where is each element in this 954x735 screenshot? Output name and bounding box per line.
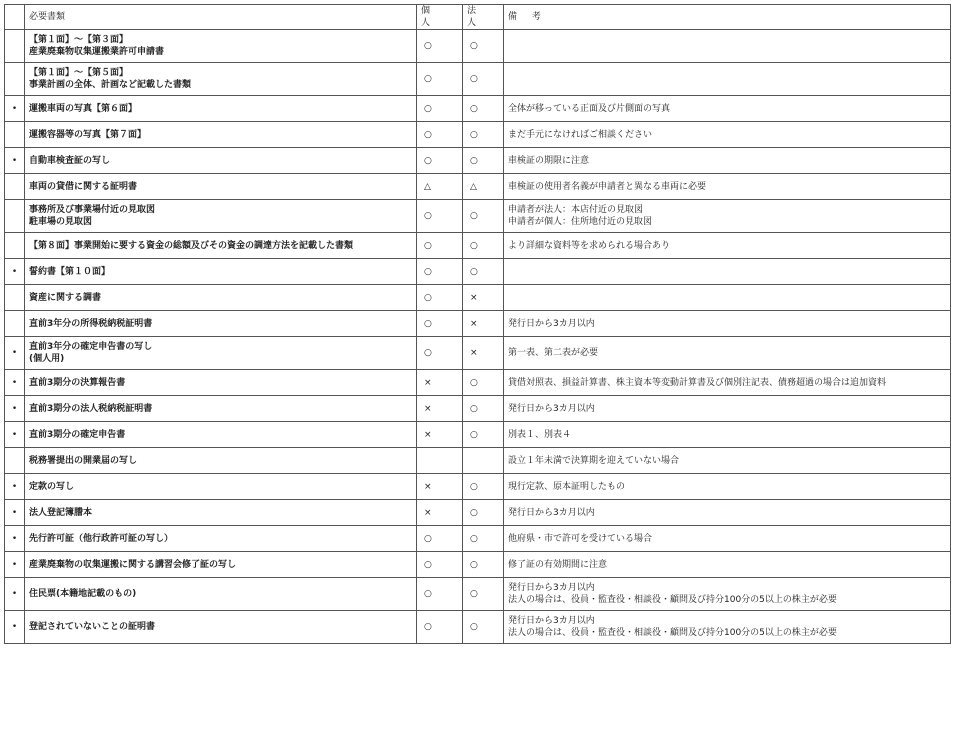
table-row	[5, 474, 951, 500]
remark	[504, 63, 951, 96]
header-remarks: 備 考	[504, 5, 951, 30]
table-row	[5, 285, 951, 311]
personal-mark: ○	[417, 578, 463, 611]
bullet-cell	[5, 552, 25, 578]
remark	[504, 200, 951, 233]
corporate-mark: ○	[463, 526, 504, 552]
document-name-line: 住民票(本籍地記載のもの)	[29, 589, 137, 599]
bullet-cell	[5, 148, 25, 174]
table-row	[5, 311, 951, 337]
remark-line: 全体が移っている正面及び片側面の写真	[508, 103, 671, 114]
bullet-cell	[5, 526, 25, 552]
remark	[504, 370, 951, 396]
bullet-mark: •	[11, 348, 18, 358]
remark-line: 発行日から3カ月以内	[508, 583, 595, 593]
personal-mark: ○	[417, 259, 463, 285]
document-name-line: 車両の貸借に関する証明書	[29, 181, 138, 192]
bullet-cell	[5, 233, 25, 259]
remark	[504, 148, 951, 174]
corporate-mark	[463, 448, 504, 474]
bullet-cell	[5, 259, 25, 285]
table-row	[5, 337, 951, 370]
bullet-cell	[5, 122, 25, 148]
remark-line: 申請者が個人：住所地付近の見取図	[508, 217, 653, 227]
document-name	[25, 122, 417, 148]
document-name-line: 【第８面】事業開始に要する資金の総額及びその資金の調達方法を記載した書類	[29, 240, 354, 251]
personal-mark: ○	[417, 611, 463, 644]
personal-mark: ○	[417, 200, 463, 233]
bullet-cell	[5, 611, 25, 644]
bullet-cell	[5, 174, 25, 200]
remark-line: 法人の場合は、役員・監査役・相談役・顧問及び持分100分の5以上の株主が必要	[508, 595, 837, 605]
bullet-cell	[5, 370, 25, 396]
remark-line: 車検証の期限に注意	[508, 155, 590, 166]
personal-mark: ×	[417, 474, 463, 500]
personal-mark: ○	[417, 30, 463, 63]
corporate-mark: ○	[463, 578, 504, 611]
remark	[504, 474, 951, 500]
remark	[504, 448, 951, 474]
document-name-line: 直前3期分の法人税納税証明書	[29, 403, 153, 414]
bullet-mark: •	[11, 155, 18, 166]
remark	[504, 611, 951, 644]
remark-line: 発行日から3カ月以内	[508, 507, 595, 518]
document-name-line: 税務署提出の開業届の写し	[29, 455, 138, 466]
corporate-mark: ○	[463, 474, 504, 500]
document-name	[25, 552, 417, 578]
table-row	[5, 63, 951, 96]
document-name	[25, 311, 417, 337]
document-name	[25, 578, 417, 611]
corporate-mark: ×	[463, 285, 504, 311]
document-name-line: 【第１面】～【第３面】	[29, 35, 129, 45]
personal-mark: ○	[417, 552, 463, 578]
bullet-cell	[5, 337, 25, 370]
document-name	[25, 200, 417, 233]
document-name-line: 駐車場の見取図	[29, 217, 93, 227]
personal-mark: ×	[417, 500, 463, 526]
document-name	[25, 259, 417, 285]
bullet-cell	[5, 474, 25, 500]
document-name	[25, 474, 417, 500]
bullet-mark: •	[11, 377, 18, 388]
bullet-cell	[5, 285, 25, 311]
corporate-mark: ×	[463, 311, 504, 337]
table-row	[5, 552, 951, 578]
remark-line: 貸借対照表、損益計算書、株主資本等変動計算書及び個別注記表、債務超過の場合は追加資料	[508, 377, 887, 388]
remark	[504, 337, 951, 370]
corporate-mark: ○	[463, 259, 504, 285]
corporate-mark: ×	[463, 337, 504, 370]
corporate-mark: ○	[463, 30, 504, 63]
document-name	[25, 63, 417, 96]
table-row	[5, 174, 951, 200]
remark-line: 車検証の使用者名義が申請者と異なる車両に必要	[508, 181, 707, 192]
document-name-line: 【第１面】～【第５面】	[29, 68, 129, 78]
personal-mark: ○	[417, 233, 463, 259]
bullet-cell	[5, 311, 25, 337]
document-name-line: 先行許可証（他行政許可証の写し）	[29, 533, 174, 544]
corporate-mark: ○	[463, 63, 504, 96]
remark	[504, 285, 951, 311]
remark-line: 別表１、別表４	[508, 429, 572, 440]
table-row	[5, 500, 951, 526]
table-row	[5, 526, 951, 552]
corporate-mark: ○	[463, 396, 504, 422]
table-row	[5, 96, 951, 122]
personal-mark: ×	[417, 370, 463, 396]
remark-line: より詳細な資料等を求められる場合あり	[508, 240, 671, 251]
corporate-mark: ○	[463, 148, 504, 174]
remark	[504, 311, 951, 337]
remark-line: まだ手元になければご相談ください	[508, 129, 653, 140]
corporate-mark: △	[463, 174, 504, 200]
bullet-mark: •	[11, 103, 18, 114]
document-name	[25, 370, 417, 396]
document-name-line: 定款の写し	[29, 481, 75, 492]
document-name-line: 直前3年分の所得税納税証明書	[29, 318, 153, 329]
bullet-mark: •	[11, 507, 18, 518]
table-row	[5, 233, 951, 259]
remark	[504, 396, 951, 422]
remark-line: 現行定款、原本証明したもの	[508, 481, 626, 492]
personal-mark: ○	[417, 337, 463, 370]
document-name	[25, 148, 417, 174]
personal-mark: ○	[417, 285, 463, 311]
bullet-mark: •	[11, 559, 18, 570]
bullet-cell	[5, 30, 25, 63]
document-name-line: 運搬車両の写真【第６面】	[29, 103, 138, 114]
remark	[504, 578, 951, 611]
document-name-line: 自動車検査証の写し	[29, 155, 111, 166]
document-name	[25, 396, 417, 422]
document-name-line: 直前3期分の決算報告書	[29, 377, 126, 388]
personal-mark: ×	[417, 422, 463, 448]
corporate-mark: ○	[463, 552, 504, 578]
document-name-line: 誓約書【第１０面】	[29, 266, 111, 277]
personal-mark: ○	[417, 311, 463, 337]
documents-table	[4, 4, 951, 644]
remark	[504, 174, 951, 200]
header-bullet	[5, 5, 25, 30]
table-row	[5, 396, 951, 422]
remark-line: 発行日から3カ月以内	[508, 616, 595, 626]
document-name-line: 産業廃棄物の収集運搬に関する講習会修了証の写し	[29, 559, 237, 570]
bullet-mark: •	[11, 266, 18, 277]
personal-mark: ○	[417, 526, 463, 552]
personal-mark: ×	[417, 396, 463, 422]
remark-line: 修了証の有効期間に注意	[508, 559, 608, 570]
document-name-line: 直前3期分の確定申告書	[29, 429, 126, 440]
personal-mark: △	[417, 174, 463, 200]
bullet-cell	[5, 578, 25, 611]
personal-mark: ○	[417, 122, 463, 148]
document-name	[25, 96, 417, 122]
remark	[504, 500, 951, 526]
table-row	[5, 259, 951, 285]
remark-line: 他府県・市で許可を受けている場合	[508, 533, 653, 544]
header-required: 必要書類	[25, 5, 417, 30]
corporate-mark: ○	[463, 422, 504, 448]
remark	[504, 30, 951, 63]
table-row	[5, 578, 951, 611]
document-name-line: (個人用)	[29, 354, 65, 364]
corporate-mark: ○	[463, 122, 504, 148]
table-row	[5, 448, 951, 474]
remark-line: 第一表、第二表が必要	[508, 348, 599, 358]
table-row	[5, 370, 951, 396]
table-row	[5, 422, 951, 448]
personal-mark	[417, 448, 463, 474]
header-row	[5, 5, 951, 30]
corporate-mark: ○	[463, 96, 504, 122]
remark-line: 設立１年未満で決算期を迎えていない場合	[508, 455, 680, 466]
document-name	[25, 30, 417, 63]
remark	[504, 233, 951, 259]
bullet-mark: •	[11, 622, 18, 632]
document-name	[25, 422, 417, 448]
remark	[504, 122, 951, 148]
bullet-cell	[5, 422, 25, 448]
corporate-mark: ○	[463, 200, 504, 233]
remark-line: 発行日から3カ月以内	[508, 403, 595, 414]
table-row	[5, 611, 951, 644]
remark-line: 発行日から3カ月以内	[508, 318, 595, 329]
bullet-cell	[5, 448, 25, 474]
document-name	[25, 233, 417, 259]
document-name	[25, 611, 417, 644]
document-name-line: 資産に関する調書	[29, 292, 102, 303]
personal-mark: ○	[417, 63, 463, 96]
document-name	[25, 174, 417, 200]
remark	[504, 96, 951, 122]
document-name-line: 直前3年分の確定申告書の写し	[29, 342, 153, 352]
remark	[504, 552, 951, 578]
document-name	[25, 285, 417, 311]
corporate-mark: ○	[463, 611, 504, 644]
corporate-mark: ○	[463, 500, 504, 526]
document-name	[25, 337, 417, 370]
document-name-line: 事業計画の全体、計画など記載した書類	[29, 80, 192, 90]
bullet-mark: •	[11, 533, 18, 544]
document-name	[25, 526, 417, 552]
bullet-cell	[5, 396, 25, 422]
remark	[504, 526, 951, 552]
remark	[504, 259, 951, 285]
table-row	[5, 200, 951, 233]
corporate-mark: ○	[463, 370, 504, 396]
remark-line: 法人の場合は、役員・監査役・相談役・顧問及び持分100分の5以上の株主が必要	[508, 628, 837, 638]
personal-mark: ○	[417, 148, 463, 174]
document-name-line: 事務所及び事業場付近の見取図	[29, 205, 156, 215]
bullet-mark: •	[11, 429, 18, 440]
bullet-mark: •	[11, 589, 18, 599]
bullet-mark: •	[11, 403, 18, 414]
document-name-line: 登記されていないことの証明書	[29, 622, 156, 632]
bullet-cell	[5, 63, 25, 96]
bullet-mark: •	[11, 481, 18, 492]
header-personal: 個 人	[417, 5, 463, 30]
document-name-line: 法人登記簿謄本	[29, 507, 93, 518]
corporate-mark: ○	[463, 233, 504, 259]
table-row	[5, 30, 951, 63]
document-name	[25, 448, 417, 474]
table-row	[5, 148, 951, 174]
table-row	[5, 122, 951, 148]
remark	[504, 422, 951, 448]
bullet-cell	[5, 96, 25, 122]
remark-line: 申請者が法人：本店付近の見取図	[508, 205, 644, 215]
bullet-cell	[5, 200, 25, 233]
bullet-cell	[5, 500, 25, 526]
personal-mark: ○	[417, 96, 463, 122]
document-name-line: 運搬容器等の写真【第７面】	[29, 129, 147, 140]
header-corporate: 法 人	[463, 5, 504, 30]
document-name-line: 産業廃棄物収集運搬業許可申請書	[29, 47, 165, 57]
document-name	[25, 500, 417, 526]
